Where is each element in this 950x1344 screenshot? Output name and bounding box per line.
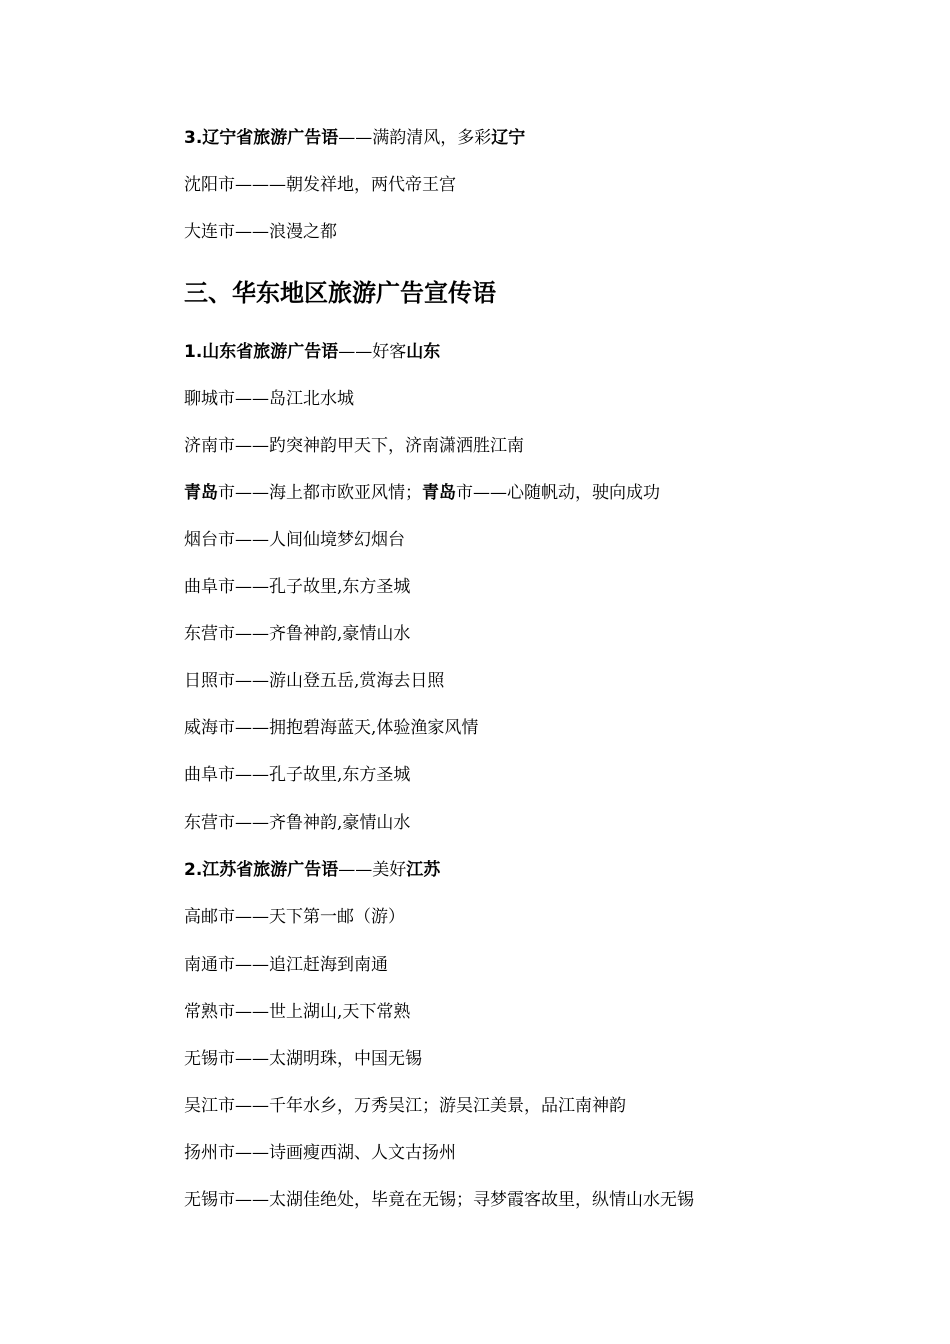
text-line: 吴江市——千年水乡，万秀吴江；游吴江美景，品江南神韵 [184, 1096, 626, 1116]
text-line: 曲阜市——孔子故里,东方圣城 [184, 577, 411, 597]
text-line: 聊城市——岛江北水城 [184, 389, 354, 409]
qingdao-text: 市——海上都市欧亚风情； [218, 483, 422, 503]
jiangsu-title-prefix: 2. [184, 860, 203, 880]
text-line: 烟台市——人间仙境梦幻烟台 [184, 530, 405, 550]
liaoning-title-prefix: 3. [184, 128, 203, 148]
liaoning-title-bold: 辽宁省旅游广告语 [202, 128, 339, 148]
shandong-title-prefix: 1. [184, 342, 203, 362]
text-line: 沈阳市———朝发祥地，两代帝王宫 [184, 175, 456, 195]
text-line: 威海市——拥抱碧海蓝天,体验渔家风情 [184, 718, 479, 738]
shandong-title-bold: 山东省旅游广告语 [202, 342, 339, 362]
text-line: 大连市——浪漫之都 [184, 222, 337, 242]
liaoning-title-slogan: ——满韵清风，多彩 [338, 128, 492, 148]
jiangsu-title-bold: 江苏省旅游广告语 [202, 860, 339, 880]
shandong-title [184, 340, 440, 364]
liaoning-title [184, 126, 525, 150]
text-line: 日照市——游山登五岳,赏海去日照 [184, 671, 445, 691]
text-line: 南通市——追江赶海到南通 [184, 955, 388, 975]
shandong-title-bold-end: 山东 [406, 342, 441, 362]
liaoning-title-bold-end: 辽宁 [491, 128, 526, 148]
qingdao-line [184, 481, 660, 505]
qingdao-bold: 青岛 [184, 483, 218, 503]
qingdao-text: 市——心随帆动，驶向成功 [456, 483, 660, 503]
text-line: 高邮市——天下第一邮（游） [184, 907, 405, 927]
text-line: 曲阜市——孔子故里,东方圣城 [184, 765, 411, 785]
text-line: 济南市——趵突神韵甲天下，济南潇洒胜江南 [184, 436, 524, 456]
qingdao-bold: 青岛 [422, 483, 456, 503]
text-line: 东营市——齐鲁神韵,豪情山水 [184, 624, 411, 644]
jiangsu-title-bold-end: 江苏 [406, 860, 441, 880]
shandong-title-slogan: ——好客 [338, 342, 407, 362]
jiangsu-title-slogan: ——美好 [338, 860, 407, 880]
text-line: 东营市——齐鲁神韵,豪情山水 [184, 813, 411, 833]
section-heading: 三、华东地区旅游广告宣传语 [184, 279, 496, 307]
jiangsu-title [184, 858, 440, 882]
text-line: 无锡市——太湖佳绝处，毕竟在无锡；寻梦霞客故里，纵情山水无锡 [184, 1190, 694, 1210]
text-line: 常熟市——世上湖山,天下常熟 [184, 1002, 411, 1022]
text-line: 无锡市——太湖明珠，中国无锡 [184, 1049, 422, 1069]
text-line: 扬州市——诗画瘦西湖、人文古扬州 [184, 1143, 456, 1163]
